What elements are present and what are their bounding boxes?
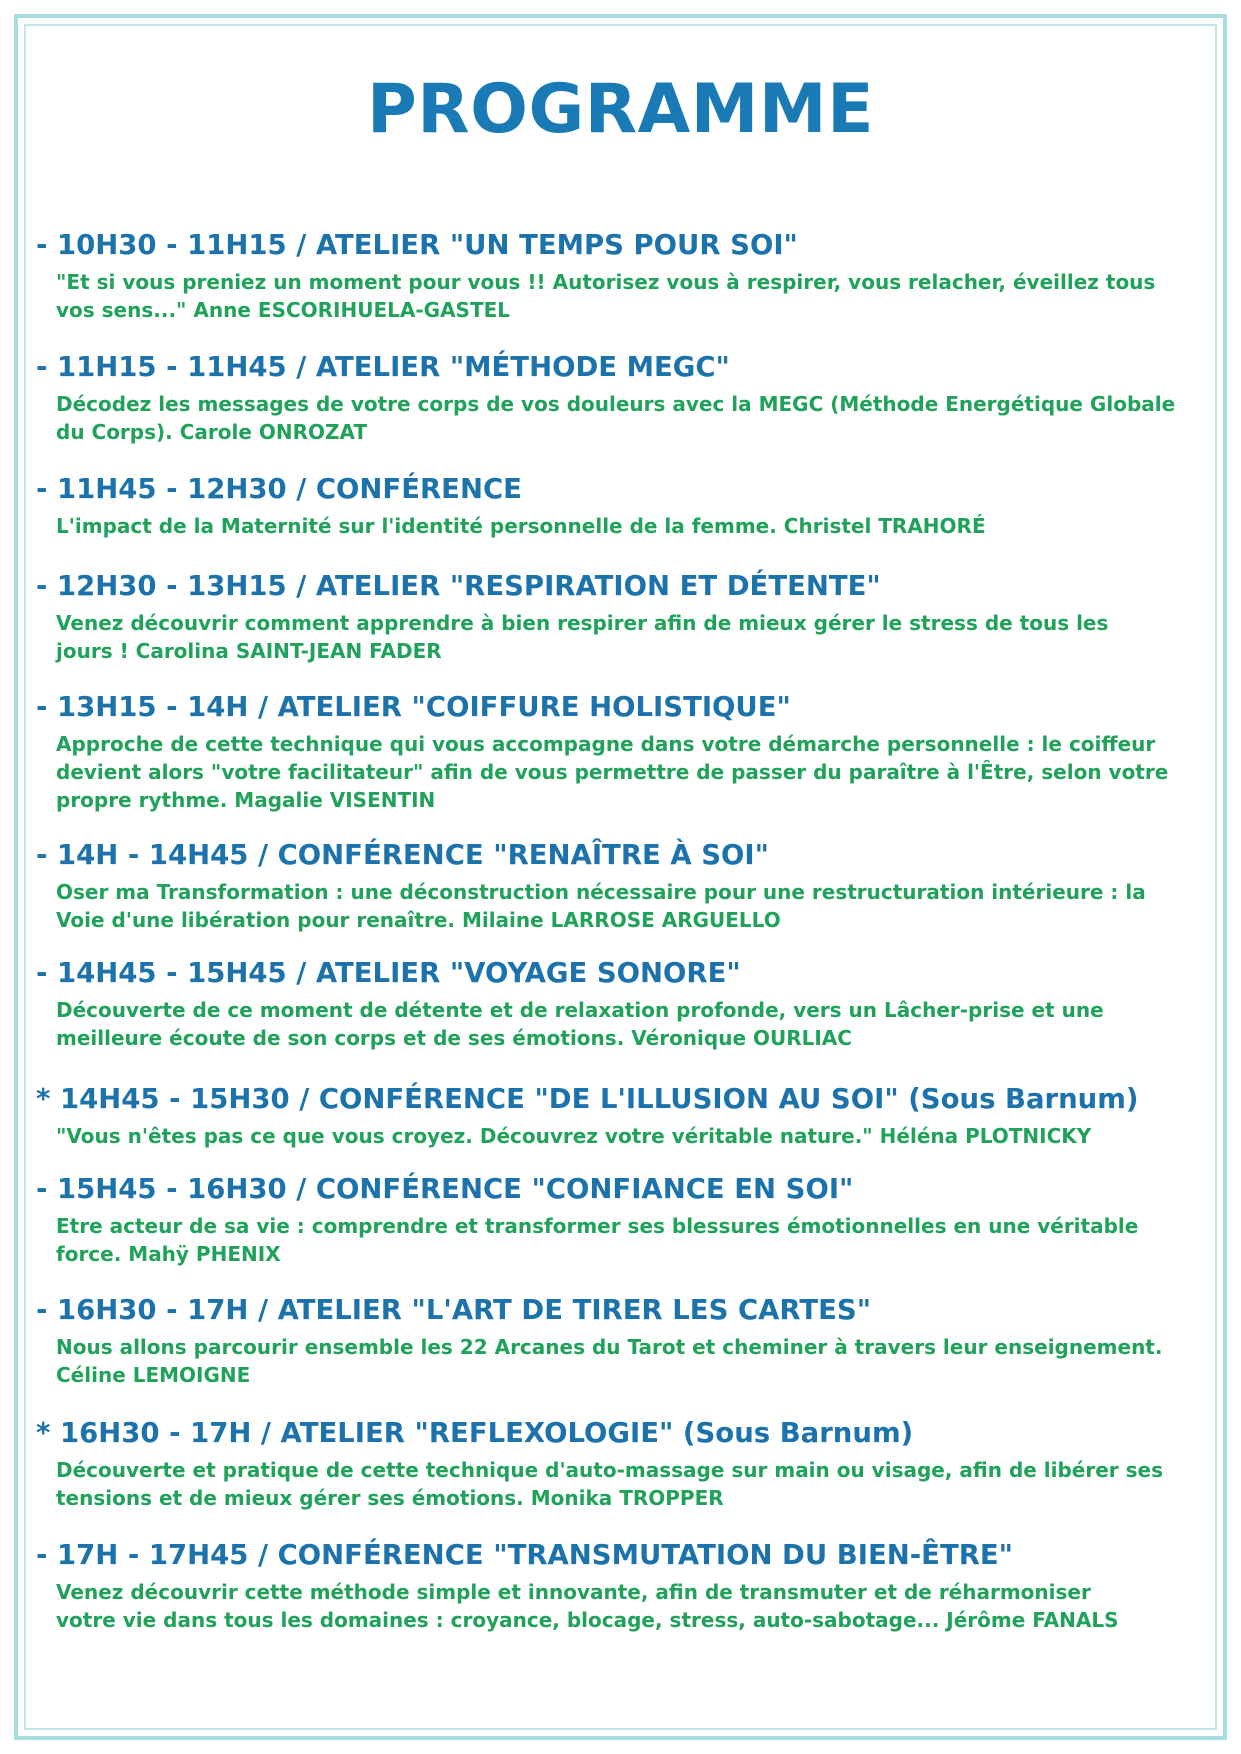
- program-item-heading: * 14H45 - 15H30 / CONFÉRENCE "DE L'ILLUSION AU SOI" (Sous Barnum): [36, 1083, 1139, 1115]
- program-item-heading: - 12H30 - 13H15 / ATELIER "RESPIRATION ET DÉTENTE": [36, 570, 881, 602]
- description-line: "Vous n'êtes pas ce que vous croyez. Découvrez votre véritable nature." Héléna PLOTNICKY: [56, 1124, 1092, 1148]
- program-item-heading: - 14H - 14H45 / CONFÉRENCE "RENAÎTRE À SOI": [36, 839, 769, 871]
- description-line: Approche de cette technique qui vous accompagne dans votre démarche personnelle : le coiffeur: [56, 732, 1156, 756]
- description-line: vos sens..." Anne ESCORIHUELA-GASTEL: [56, 298, 511, 322]
- program-item-description: [56, 1122, 1206, 1150]
- description-line: Découverte et pratique de cette technique d'auto-massage sur main ou visage, afin de libérer ses: [56, 1458, 1164, 1482]
- description-line: Nous allons parcourir ensemble les 22 Arcanes du Tarot et cheminer à travers leur enseignement.: [56, 1335, 1163, 1359]
- program-item-description: [56, 609, 1206, 665]
- program-item: [36, 838, 1206, 934]
- description-line: Venez découvrir cette méthode simple et innovante, afin de transmuter et de réharmoniser: [56, 1580, 1091, 1604]
- program-item: [36, 690, 1206, 814]
- program-item-heading: - 11H45 - 12H30 / CONFÉRENCE: [36, 473, 522, 505]
- program-item-description: [56, 390, 1206, 446]
- description-line: force. Mahÿ PHENIX: [56, 1242, 281, 1266]
- program-item-description: [56, 1212, 1206, 1268]
- description-line: Etre acteur de sa vie : comprendre et transformer ses blessures émotionnelles en une véritable: [56, 1214, 1139, 1238]
- program-item: [36, 350, 1206, 446]
- description-line: Décodez les messages de votre corps de vos douleurs avec la MEGC (Méthode Energétique Globale: [56, 392, 1176, 416]
- program-item: [36, 1416, 1206, 1512]
- program-item-heading: - 13H15 - 14H / ATELIER "COIFFURE HOLISTIQUE": [36, 691, 791, 723]
- program-item-description: [56, 730, 1206, 814]
- program-item: [36, 956, 1206, 1052]
- program-item-description: [56, 878, 1206, 934]
- program-item-description: [56, 1333, 1206, 1389]
- description-line: Céline LEMOIGNE: [56, 1363, 251, 1387]
- program-item-heading: * 16H30 - 17H / ATELIER "REFLEXOLOGIE" (Sous Barnum): [36, 1417, 914, 1449]
- description-line: meilleure écoute de son corps et de ses émotions. Véronique OURLIAC: [56, 1026, 852, 1050]
- program-item-heading: - 14H45 - 15H45 / ATELIER "VOYAGE SONORE": [36, 957, 741, 989]
- program-item-description: [56, 1578, 1206, 1634]
- program-item-heading: - 11H15 - 11H45 / ATELIER "MÉTHODE MEGC": [36, 351, 730, 383]
- description-line: Découverte de ce moment de détente et de relaxation profonde, vers un Lâcher-prise et une: [56, 998, 1104, 1022]
- description-line: votre vie dans tous les domaines : croyance, blocage, stress, auto-sabotage... Jérôme FANALS: [56, 1608, 1119, 1632]
- description-line: tensions et de mieux gérer ses émotions. Monika TROPPER: [56, 1486, 724, 1510]
- page-title: PROGRAMME: [366, 70, 875, 149]
- description-line: L'impact de la Maternité sur l'identité personnelle de la femme. Christel TRAHORÉ: [56, 514, 986, 538]
- program-item: [36, 472, 1206, 540]
- description-line: Voie d'une libération pour renaître. Milaine LARROSE ARGUELLO: [56, 908, 781, 932]
- description-line: devient alors "votre facilitateur" afin de vous permettre de passer du paraître à l'Être, selon votre: [56, 760, 1169, 784]
- program-item: [36, 1293, 1206, 1389]
- program-item-description: [56, 512, 1206, 540]
- program-item-description: [56, 1456, 1206, 1512]
- program-item: [36, 1082, 1206, 1150]
- description-line: Venez découvrir comment apprendre à bien respirer afin de mieux gérer le stress de tous les: [56, 611, 1109, 635]
- program-item: [36, 228, 1206, 324]
- program-item-description: [56, 268, 1206, 324]
- description-line: "Et si vous preniez un moment pour vous !! Autorisez vous à respirer, vous relacher, éveillez tous: [56, 270, 1156, 294]
- description-line: du Corps). Carole ONROZAT: [56, 420, 368, 444]
- program-item-heading: - 15H45 - 16H30 / CONFÉRENCE "CONFIANCE EN SOI": [36, 1173, 854, 1205]
- program-item-heading: - 10H30 - 11H15 / ATELIER "UN TEMPS POUR SOI": [36, 229, 798, 261]
- description-line: Oser ma Transformation : une déconstruction nécessaire pour une restructuration intérieure : la: [56, 880, 1146, 904]
- program-item: [36, 1538, 1206, 1634]
- program-item: [36, 569, 1206, 665]
- program-item-heading: - 17H - 17H45 / CONFÉRENCE "TRANSMUTATION DU BIEN-ÊTRE": [36, 1539, 1014, 1571]
- program-item: [36, 1172, 1206, 1268]
- description-line: propre rythme. Magalie VISENTIN: [56, 788, 436, 812]
- description-line: jours ! Carolina SAINT-JEAN FADER: [56, 639, 442, 663]
- program-item-heading: - 16H30 - 17H / ATELIER "L'ART DE TIRER LES CARTES": [36, 1294, 872, 1326]
- program-item-description: [56, 996, 1206, 1052]
